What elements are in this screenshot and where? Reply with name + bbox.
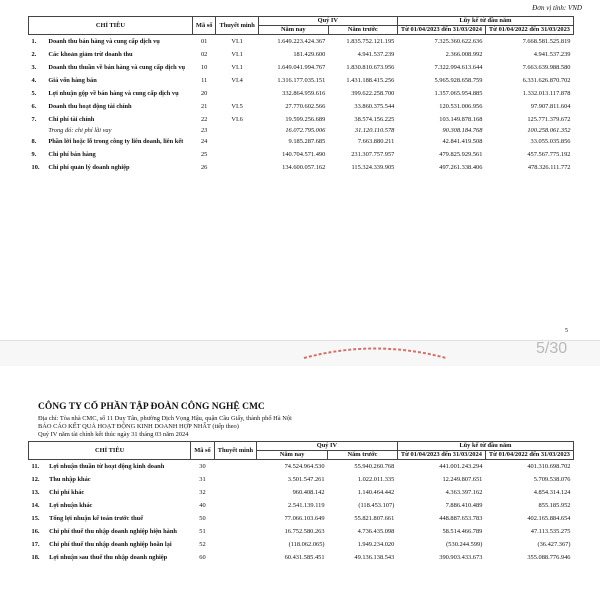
row-index: 6. — [31, 103, 37, 110]
table-row — [29, 499, 574, 512]
row-code: 51 — [199, 528, 206, 535]
row-note — [216, 135, 258, 148]
value-quarter-this-year: 16.752.580.263 — [284, 528, 325, 535]
header-last-year: Năm trước — [328, 26, 397, 35]
table-row — [29, 460, 574, 474]
value-quarter-last-year: 38.574.156.225 — [354, 116, 395, 123]
value-ytd-this-year: (530.244.599) — [446, 541, 483, 548]
report-period: Quý IV năm tài chính kết thúc ngày 31 tháng 03 năm 2024 — [38, 431, 189, 438]
value-quarter-last-year: 55.821.807.661 — [354, 515, 395, 522]
row-code: 40 — [199, 502, 206, 509]
row-index: 17. — [31, 541, 40, 548]
row-note — [214, 538, 256, 551]
value-quarter-this-year: 27.770.602.566 — [285, 103, 326, 110]
header-this-year: Năm nay — [257, 451, 328, 460]
row-index: 8. — [31, 138, 37, 145]
value-quarter-this-year: 3.501.547.261 — [287, 476, 325, 483]
value-quarter-last-year: 1.830.810.673.956 — [346, 64, 395, 71]
header-indicator: CHỈ TIÊU — [29, 442, 191, 460]
row-index: 13. — [31, 489, 40, 496]
value-ytd-last-year: 478.326.111.772 — [527, 164, 571, 171]
row-label: Chi phí quản lý doanh nghiệp — [48, 164, 130, 171]
row-note — [216, 161, 258, 174]
table-row — [29, 48, 574, 61]
value-quarter-this-year: 1.649.223.424.367 — [277, 38, 326, 45]
value-ytd-last-year: 855.185.952 — [538, 502, 571, 509]
row-code: 11 — [201, 77, 208, 84]
value-quarter-last-year: 4.941.537.239 — [357, 51, 395, 58]
row-code: 32 — [199, 489, 206, 496]
value-quarter-this-year: 74.524.964.530 — [284, 463, 325, 470]
value-ytd-last-year: 4.941.537.239 — [533, 51, 571, 58]
value-ytd-last-year: 355.088.776.946 — [527, 554, 571, 561]
value-ytd-this-year: 5.965.928.658.759 — [434, 77, 483, 84]
value-quarter-last-year: 4.736.435.098 — [357, 528, 395, 535]
row-label: Lợi nhuận gộp về bán hàng và cung cấp dịch vụ — [48, 90, 179, 97]
table-row — [29, 87, 574, 100]
value-quarter-this-year: 332.864.959.616 — [282, 90, 326, 97]
header-note: Thuyết minh — [216, 17, 258, 35]
value-quarter-this-year: 1.649.041.994.767 — [277, 64, 326, 71]
row-label: Doanh thu bán hàng và cung cấp dịch vụ — [48, 38, 160, 45]
row-label: Doanh thu thuần về bán hàng và cung cấp dịch vụ — [48, 64, 186, 71]
row-note: VI.4 — [231, 77, 243, 84]
table-row — [29, 135, 574, 148]
header-code: Mã số — [191, 442, 215, 460]
value-ytd-last-year: 7.668.581.525.819 — [522, 38, 571, 45]
row-note: VI.5 — [231, 103, 243, 110]
value-ytd-last-year: (36.427.367) — [537, 541, 571, 548]
row-label: Các khoản giảm trừ doanh thu — [48, 51, 133, 58]
row-label: Giá vốn hàng bán — [48, 77, 97, 84]
row-note: VI.6 — [231, 116, 243, 123]
row-note — [214, 525, 256, 538]
income-statement-table — [28, 16, 574, 174]
header-indicator: CHỈ TIÊU — [29, 17, 193, 35]
row-label: Chi phí thuế thu nhập doanh nghiệp hoãn lại — [49, 541, 172, 548]
row-label: Doanh thu hoạt động tài chính — [48, 103, 132, 110]
header-quarter: Quý IV — [258, 17, 397, 26]
value-ytd-last-year: 7.663.639.988.580 — [522, 64, 571, 71]
value-ytd-last-year: 5.709.538.076 — [533, 476, 571, 483]
value-ytd-this-year: 103.149.878.168 — [439, 116, 483, 123]
value-quarter-last-year: 1.022.011.335 — [357, 476, 395, 483]
header-ytd-last: Từ 01/04/2022 đến 31/03/2023 — [485, 451, 573, 460]
row-note — [214, 499, 256, 512]
row-note: VI.1 — [231, 64, 243, 71]
table-row — [29, 161, 574, 174]
value-ytd-this-year: 497.261.338.406 — [439, 164, 483, 171]
row-code: 02 — [200, 51, 208, 58]
header-ytd-last: Từ 01/04/2022 đến 31/03/2023 — [485, 26, 573, 35]
row-label: Lợi nhuận khác — [49, 502, 93, 509]
row-code: 25 — [200, 151, 208, 158]
row-note — [216, 126, 258, 135]
value-ytd-this-year: 390.903.433.673 — [439, 554, 483, 561]
table-row — [29, 512, 574, 525]
value-ytd-last-year: 457.567.775.192 — [527, 151, 571, 158]
value-quarter-last-year: 33.860.375.544 — [354, 103, 395, 110]
value-ytd-this-year: 2.366.008.992 — [445, 51, 483, 58]
value-ytd-last-year: 33.055.035.856 — [530, 138, 571, 145]
row-code: 01 — [200, 38, 208, 45]
row-code: 21 — [200, 103, 208, 110]
red-stamp-fragment-icon — [300, 345, 450, 359]
row-code: 52 — [199, 541, 206, 548]
row-index: 9. — [31, 151, 37, 158]
row-note — [214, 473, 256, 486]
row-code: 10 — [200, 64, 208, 71]
value-quarter-this-year: 2.541.139.119 — [288, 502, 325, 509]
row-code: 22 — [200, 116, 208, 123]
row-note — [214, 460, 256, 474]
row-code: 60 — [199, 554, 206, 561]
row-code: 26 — [200, 164, 208, 171]
header-ytd-this: Từ 01/04/2023 đến 31/03/2024 — [397, 26, 485, 35]
row-index — [29, 126, 46, 135]
value-quarter-last-year: 7.663.880.211 — [357, 138, 395, 145]
row-code: 23 — [200, 127, 208, 134]
header-ytd-this: Từ 01/04/2023 đến 31/03/2024 — [397, 451, 485, 460]
row-label: Lợi nhuận sau thuế thu nhập doanh nghiệp — [49, 554, 168, 561]
value-quarter-last-year: 1.431.188.415.256 — [346, 77, 395, 84]
value-quarter-this-year: 1.316.177.035.151 — [277, 77, 326, 84]
document-page-6 — [0, 366, 600, 600]
table-row — [29, 538, 574, 551]
table-row — [29, 486, 574, 499]
row-index: 14. — [31, 502, 40, 509]
row-label: Lợi nhuận thuần từ hoạt động kinh doanh — [49, 463, 165, 470]
value-ytd-this-year: 441.001.243.294 — [439, 463, 483, 470]
value-quarter-this-year: 60.431.585.451 — [284, 554, 325, 561]
value-quarter-this-year: 9.185.287.685 — [288, 138, 326, 145]
header-last-year: Năm trước — [328, 451, 398, 460]
value-quarter-this-year: 134.600.057.162 — [282, 164, 326, 171]
value-quarter-last-year: 31.120.110.578 — [354, 127, 395, 134]
row-note: VI.1 — [231, 51, 243, 58]
row-code: 30 — [199, 463, 206, 470]
row-code: 50 — [199, 515, 206, 522]
value-ytd-this-year: 58.514.466.789 — [442, 528, 483, 535]
value-ytd-last-year: 100.258.061.352 — [527, 127, 571, 134]
value-quarter-this-year: 16.072.795.006 — [285, 127, 326, 134]
value-ytd-last-year: 125.771.379.672 — [527, 116, 571, 123]
currency-unit: Đơn vị tính: VND — [532, 4, 582, 12]
row-note — [216, 87, 258, 100]
header-note: Thuyết minh — [214, 442, 256, 460]
value-ytd-last-year: 47.113.535.275 — [530, 528, 571, 535]
row-note — [214, 551, 256, 564]
table-row — [29, 35, 574, 49]
value-ytd-this-year: 479.825.929.561 — [439, 151, 483, 158]
table-row — [29, 525, 574, 538]
value-quarter-last-year: 1.949.234.020 — [357, 541, 395, 548]
value-ytd-last-year: 4.854.314.124 — [533, 489, 571, 496]
page-number: 5 — [565, 328, 568, 334]
value-ytd-this-year: 7.886.410.489 — [445, 502, 483, 509]
table-row — [29, 148, 574, 161]
row-index: 1. — [31, 38, 37, 45]
value-quarter-this-year: 77.066.103.649 — [284, 515, 325, 522]
header-quarter: Quý IV — [257, 442, 398, 451]
value-quarter-last-year: 231.307.757.957 — [351, 151, 395, 158]
row-index: 5. — [31, 90, 37, 97]
value-quarter-last-year: 115.324.339.905 — [351, 164, 395, 171]
value-ytd-this-year: 7.322.994.613.644 — [434, 64, 483, 71]
row-label: Phần lời hoặc lỗ trong công ty liên doanh, liên kết — [48, 138, 184, 145]
value-ytd-this-year: 42.841.419.508 — [442, 138, 483, 145]
value-ytd-last-year: 6.331.626.870.702 — [522, 77, 571, 84]
value-ytd-this-year: 448.887.653.783 — [439, 515, 483, 522]
value-quarter-this-year: (118.062.065) — [288, 541, 325, 548]
value-ytd-this-year: 90.308.184.768 — [442, 127, 483, 134]
row-note — [214, 486, 256, 499]
value-ytd-last-year: 402.165.884.654 — [527, 515, 571, 522]
company-address: Địa chỉ: Tòa nhà CMC, số 11 Duy Tân, phường Dịch Vọng Hậu, quận Cầu Giấy, thành phố Hà Nội — [38, 415, 292, 422]
table-row — [29, 113, 574, 126]
row-index: 18. — [31, 554, 40, 561]
value-ytd-this-year: 4.363.397.162 — [445, 489, 483, 496]
table-row — [29, 74, 574, 87]
row-index: 4. — [31, 77, 37, 84]
row-label: Chi phí khác — [49, 489, 85, 496]
table-row — [29, 473, 574, 486]
row-label: Tổng lợi nhuận kế toán trước thuế — [49, 515, 144, 522]
row-label: Chi phí tài chính — [48, 116, 95, 123]
value-quarter-this-year: 960.408.142 — [292, 489, 325, 496]
table-row — [29, 61, 574, 74]
row-code: 20 — [200, 90, 208, 97]
value-quarter-last-year: 55.940.260.768 — [354, 463, 395, 470]
value-quarter-this-year: 181.429.600 — [293, 51, 326, 58]
company-name: CÔNG TY CỔ PHẦN TẬP ĐOÀN CÔNG NGHỆ CMC — [38, 402, 265, 412]
row-index: 11. — [31, 463, 40, 470]
row-label: Chi phí thuế thu nhập doanh nghiệp hiện hành — [49, 528, 177, 535]
page-counter: 5/30 — [536, 340, 568, 357]
table-row — [29, 126, 574, 135]
header-code: Mã số — [192, 17, 216, 35]
header-this-year: Năm nay — [258, 26, 328, 35]
value-ytd-this-year: 120.531.006.956 — [439, 103, 483, 110]
row-code: 31 — [199, 476, 206, 483]
table-row — [29, 100, 574, 113]
value-ytd-this-year: 7.325.360.622.636 — [434, 38, 483, 45]
row-note — [216, 148, 258, 161]
table-row — [29, 551, 574, 564]
row-index: 15. — [31, 515, 40, 522]
row-note — [214, 512, 256, 525]
row-label: Thu nhập khác — [49, 476, 91, 483]
value-quarter-last-year: (118.453.107) — [358, 502, 395, 509]
row-index: 16. — [31, 528, 40, 535]
row-index: 3. — [31, 64, 37, 71]
value-ytd-this-year: 12.249.807.651 — [442, 476, 483, 483]
row-index: 12. — [31, 476, 40, 483]
value-ytd-this-year: 1.357.065.954.885 — [434, 90, 483, 97]
row-index: 7. — [31, 116, 37, 123]
income-statement-table-continued — [28, 441, 574, 564]
value-quarter-last-year: 1.140.464.442 — [357, 489, 395, 496]
row-note: VI.1 — [231, 38, 243, 45]
value-quarter-this-year: 140.704.571.490 — [282, 151, 326, 158]
value-quarter-this-year: 19.599.256.689 — [285, 116, 326, 123]
header-ytd: Lũy kế từ đầu năm — [397, 442, 573, 451]
row-index: 2. — [31, 51, 37, 58]
header-ytd: Lũy kế từ đầu năm — [397, 17, 573, 26]
value-quarter-last-year: 49.136.138.543 — [354, 554, 395, 561]
value-ytd-last-year: 97.907.811.604 — [530, 103, 571, 110]
row-index: 10. — [31, 164, 40, 171]
value-ytd-last-year: 1.332.013.117.878 — [522, 90, 571, 97]
row-label: Trong đó: chi phí lãi vay — [48, 127, 112, 134]
row-code: 24 — [200, 138, 208, 145]
value-quarter-last-year: 1.835.752.121.195 — [346, 38, 395, 45]
value-ytd-last-year: 401.310.698.702 — [527, 463, 571, 470]
report-title: BÁO CÁO KẾT QUẢ HOẠT ĐỘNG KINH DOANH HỢP NHẤT (tiếp theo) — [38, 423, 239, 430]
row-label: Chi phí bán hàng — [48, 151, 96, 158]
value-quarter-last-year: 399.622.258.700 — [351, 90, 395, 97]
